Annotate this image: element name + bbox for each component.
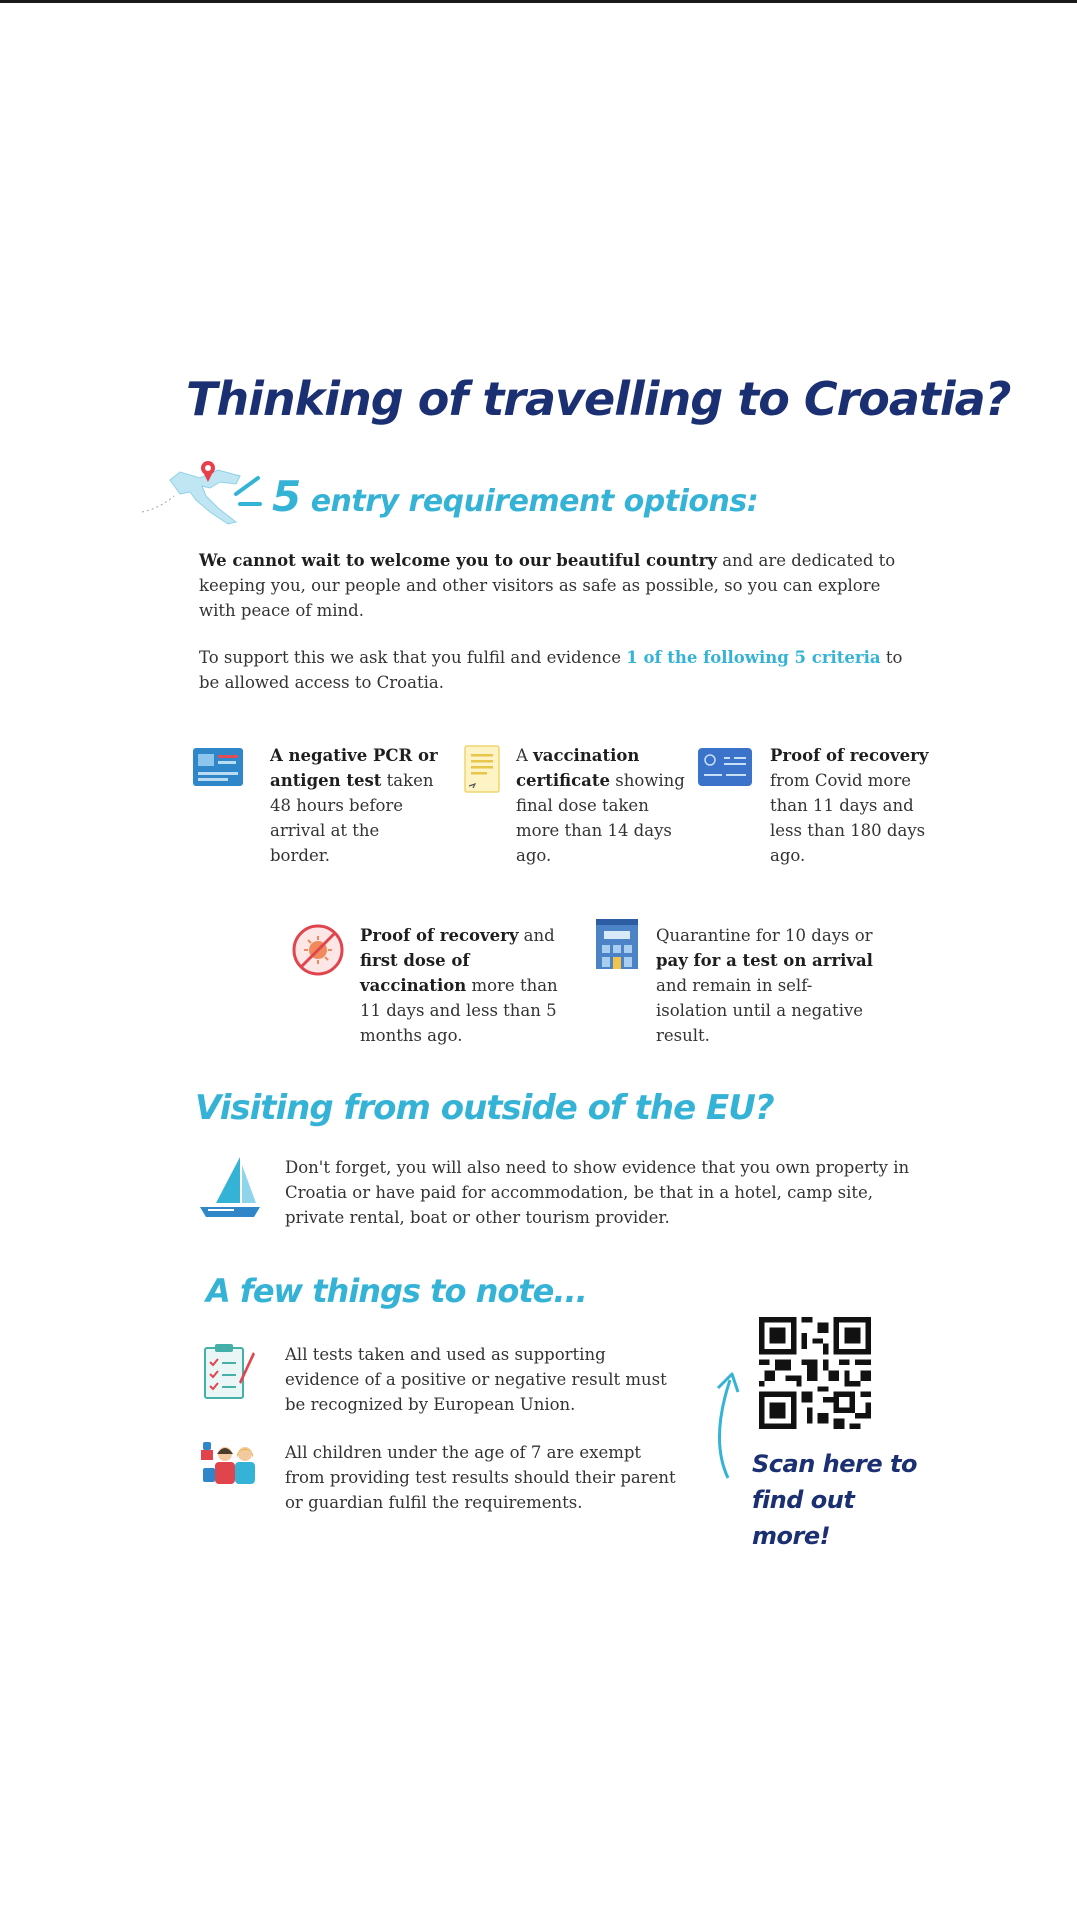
intro-rest: and are dedicated to keeping you, our people and other visitors as safe as possible, so you can explore with peace of mind. (199, 551, 896, 620)
option-vaccination-a: A (516, 746, 534, 765)
option-recovery-dose-rest: more than 11 days and less than 5 months ago. (360, 976, 558, 1045)
option-recovery-dose-mid: and (518, 926, 555, 945)
option-vaccination (516, 743, 691, 868)
option-pcr-rest: taken 48 hours before arrival at the border. (270, 771, 434, 865)
page-title: Thinking of travelling to Croatia? (186, 372, 1011, 426)
criteria-highlight: 1 of the following 5 criteria (626, 648, 881, 667)
outside-eu-text: Don't forget, you will also need to show evidence that you own property in Croatia or have paid for accommodation, be that in a hotel, camp site, private rental, boat or other tourism provider. (285, 1158, 910, 1227)
option-quarantine-rest: and remain in self-isolation until a negative result. (656, 976, 864, 1045)
option-recovery-rest: from Covid more than 11 days and less than 180 days ago. (770, 771, 926, 865)
option-vaccination-rest: showing final dose taken more than 14 days ago. (516, 771, 685, 865)
subtitle-number: 5 (272, 472, 301, 521)
family-icon (199, 1440, 261, 1486)
note-item-children: All children under the age of 7 are exempt from providing test results should their parent or guardian fulfil the requirements. (285, 1443, 676, 1512)
option-recovery-bold: Proof of recovery (770, 746, 929, 765)
option-recovery (770, 743, 940, 868)
outside-eu-heading: Visiting from outside of the EU? (195, 1088, 774, 1128)
top-border (0, 0, 1077, 3)
qr-code-icon[interactable] (759, 1317, 871, 1429)
option-recovery-dose (360, 923, 560, 1048)
subtitle (272, 472, 758, 521)
intro-bold: We cannot wait to welcome you to our beautiful country (199, 551, 717, 570)
note-item-tests: All tests taken and used as supporting evidence of a positive or negative result must be recognized by European Union. (285, 1345, 667, 1414)
test-card-icon (193, 748, 243, 786)
criteria-text-b: to be allowed access to Croatia. (199, 648, 903, 692)
option-vaccination-bold: vaccination certificate (516, 746, 640, 790)
arrow-icon (706, 1370, 750, 1480)
no-virus-icon (291, 923, 345, 977)
option-quarantine (656, 923, 876, 1048)
clipboard-icon (203, 1342, 255, 1400)
option-recovery-dose-bold-b: first dose of vaccination (360, 951, 470, 995)
option-quarantine-bold: pay for a test on arrival (656, 951, 873, 970)
subtitle-text: entry requirement options: (310, 484, 759, 519)
option-quarantine-a: Quarantine for 10 days or (656, 926, 873, 945)
qr-caption: Scan here to find out more! (752, 1450, 917, 1550)
sailboat-icon (198, 1155, 262, 1223)
criteria-paragraph (199, 645, 914, 695)
intro-paragraph (199, 548, 914, 623)
croatia-map-icon (140, 450, 262, 530)
id-card-icon (698, 748, 752, 786)
certificate-icon (463, 744, 501, 794)
option-recovery-dose-bold-a: Proof of recovery (360, 926, 519, 945)
notes-heading: A few things to note... (206, 1272, 587, 1310)
option-pcr-bold: A negative PCR or antigen test (270, 746, 438, 790)
option-pcr-test (270, 743, 440, 868)
hotel-icon (594, 917, 640, 971)
criteria-text-a: To support this we ask that you fulfil and evidence (199, 648, 627, 667)
